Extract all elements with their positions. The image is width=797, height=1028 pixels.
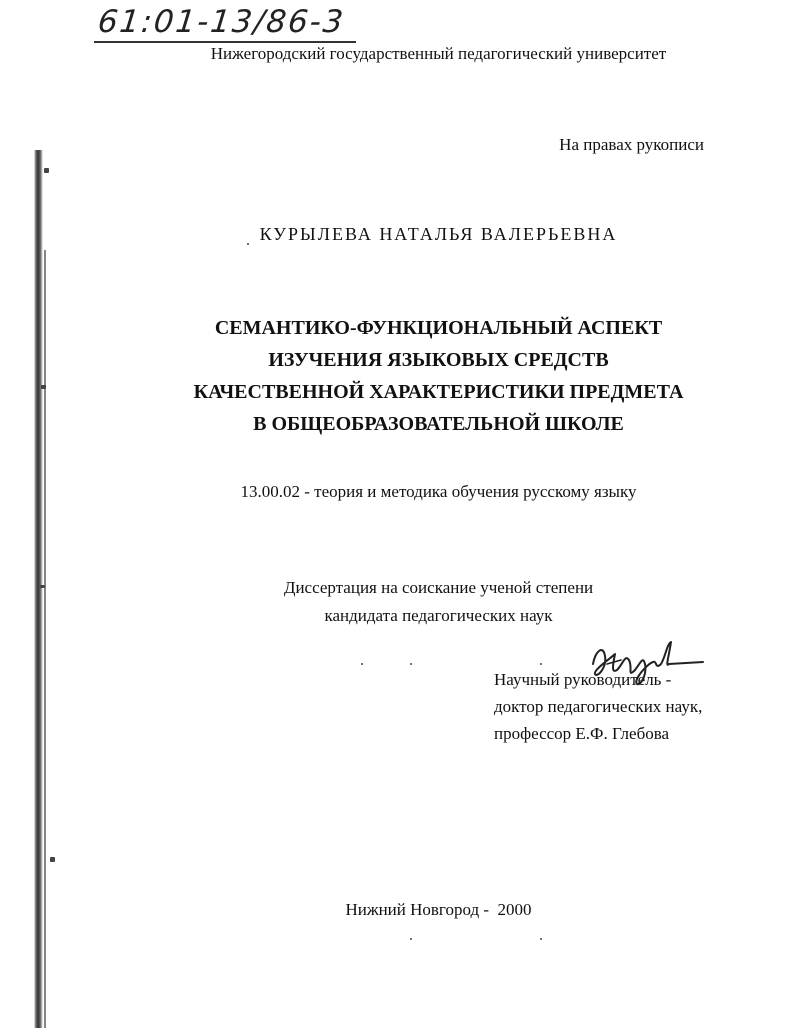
supervisor-role: Научный руководитель - (494, 670, 672, 689)
degree-line: кандидата педагогических наук (324, 606, 553, 625)
archive-underline (94, 41, 356, 43)
scan-speck (410, 938, 412, 940)
dissertation-title (0, 312, 797, 440)
author-name: КУРЫЛЕВА НАТАЛЬЯ ВАЛЕРЬЕВНА (259, 224, 618, 244)
degree-statement (0, 574, 797, 630)
university-name: Нижегородский государственный педагогический университет (210, 44, 667, 63)
scan-speck (50, 857, 55, 862)
scan-speck (410, 663, 412, 665)
scan-speck (44, 168, 49, 173)
city-year: Нижний Новгород - 2000 (345, 900, 532, 919)
title-line: КАЧЕСТВЕННОЙ ХАРАКТЕРИСТИКИ ПРЕДМЕТА (193, 381, 684, 403)
scan-speck (540, 663, 542, 665)
scan-speck (361, 663, 363, 665)
title-line: СЕМАНТИКО-ФУНКЦИОНАЛЬНЫЙ АСПЕКТ (214, 317, 663, 339)
title-line: ИЗУЧЕНИЯ ЯЗЫКОВЫХ СРЕДСТВ (268, 349, 609, 371)
manuscript-rights-note: На правах рукописи (559, 135, 704, 154)
supervisor-degree: доктор педагогических наук, (494, 697, 703, 716)
degree-line: Диссертация на соискание ученой степени (283, 578, 594, 597)
supervisor-block (494, 666, 702, 747)
specialty-code: 13.00.02 - теория и методика обучения русскому языку (240, 482, 637, 501)
title-line: В ОБЩЕОБРАЗОВАТЕЛЬНОЙ ШКОЛЕ (253, 413, 624, 435)
supervisor-name: профессор Е.Ф. Глебова (494, 724, 670, 743)
archive-number-handwritten: 61:01-13/86-3 (96, 4, 347, 40)
scan-speck (540, 938, 542, 940)
